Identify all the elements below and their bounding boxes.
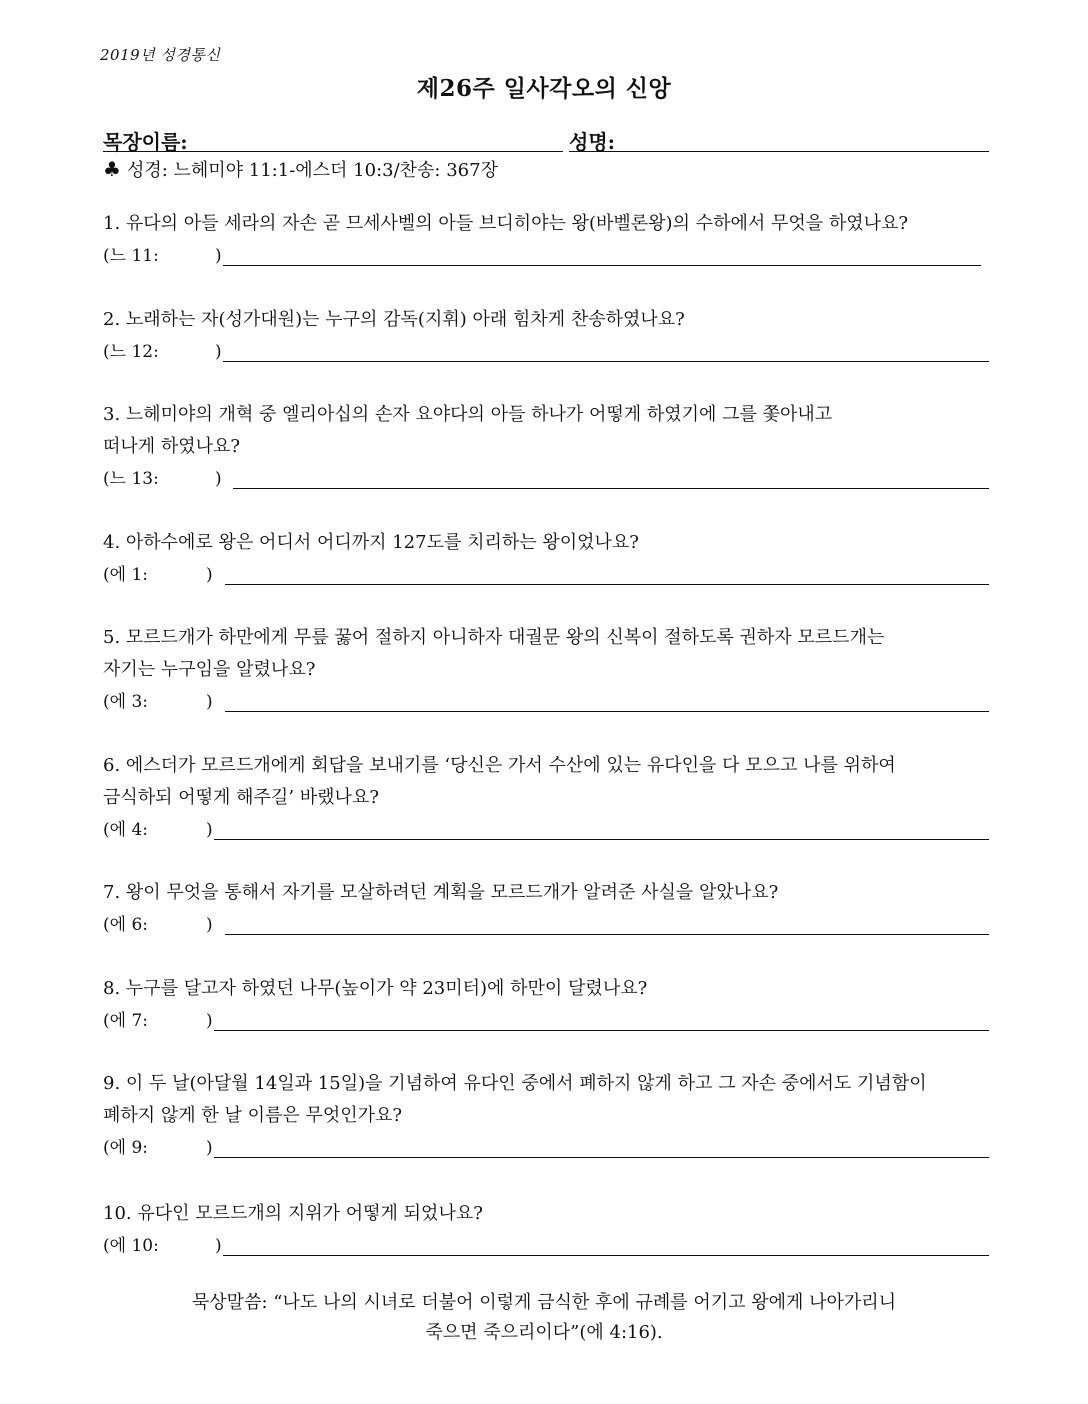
question-5 (103, 622, 989, 718)
answer-reference-close: ) (215, 469, 222, 489)
question-6 (103, 750, 989, 846)
question-text: 10. 유다인 모르드개의 지위가 어떻게 되었나요? (103, 1203, 483, 1224)
answer-row (103, 336, 989, 368)
answer-reference: (느 12: (103, 342, 159, 362)
person-name-line[interactable] (569, 151, 989, 152)
scripture-line (103, 156, 498, 182)
page-title: 제26주 일사각오의 신앙 (416, 75, 672, 102)
meditation-line-2: 죽으면 죽으리이다”(에 4:16). (425, 1322, 663, 1343)
answer-reference: (에 1: (103, 565, 149, 585)
question-text: 9. 이 두 날(아달월 14일과 15일)을 기념하여 유다인 중에서 폐하지 않게 하고 그 자손 중에서도 기념함이 (103, 1073, 927, 1094)
answer-reference: (에 10: (103, 1236, 159, 1256)
answer-reference: (느 13: (103, 469, 159, 489)
answer-line[interactable] (223, 1255, 989, 1256)
answer-row (103, 1005, 989, 1037)
question-2 (103, 304, 989, 368)
question-text: 2. 노래하는 자(성가대원)는 누구의 감독(지휘) 아래 힘차게 찬송하였나요? (103, 309, 685, 330)
question-3 (103, 399, 989, 495)
answer-line[interactable] (214, 839, 989, 840)
answer-reference-close: ) (206, 1011, 213, 1031)
answer-row (103, 1132, 989, 1164)
answer-line[interactable] (225, 934, 989, 935)
header-note: 2019년 성경통신 (100, 46, 221, 64)
answer-row (103, 559, 989, 591)
answer-reference: (에 4: (103, 820, 149, 840)
answer-row (103, 1230, 989, 1262)
answer-reference-close: ) (206, 1138, 213, 1158)
answer-row (103, 463, 989, 495)
question-8 (103, 973, 989, 1037)
answer-line[interactable] (214, 1157, 989, 1158)
question-text-continued: 떠나게 하였나요? (103, 436, 241, 457)
answer-row (103, 686, 989, 718)
question-text: 6. 에스더가 모르드개에게 회답을 보내기를 ‘당신은 가서 수산에 있는 유다인을 다 모으고 나를 위하여 (103, 755, 896, 776)
answer-row (103, 909, 989, 941)
question-text: 7. 왕이 무엇을 통해서 자기를 모살하려던 계획을 모르드개가 알려준 사실을 알았나요? (103, 882, 779, 903)
name-row (103, 126, 989, 152)
answer-row (103, 814, 989, 846)
answer-row (103, 240, 989, 272)
answer-line[interactable] (225, 584, 989, 585)
question-4 (103, 527, 989, 591)
question-text-continued: 폐하지 않게 한 날 이름은 무엇인가요? (103, 1105, 403, 1126)
answer-line[interactable] (223, 361, 989, 362)
answer-reference-close: ) (206, 915, 213, 935)
group-name-label: 목장이름: (103, 130, 188, 154)
answer-line[interactable] (233, 488, 989, 489)
answer-line[interactable] (223, 265, 981, 266)
answer-reference-close: ) (206, 820, 213, 840)
question-text-continued: 금식하되 어떻게 해주길’ 바랬나요? (103, 787, 379, 808)
question-text: 4. 아하수에로 왕은 어디서 어디까지 127도를 치리하는 왕이었나요? (103, 532, 639, 553)
answer-reference: (에 9: (103, 1138, 149, 1158)
question-text: 5. 모르드개가 하만에게 무릎 꿇어 절하지 아니하자 대궐문 왕의 신복이 절하도록 권하자 모르드개는 (103, 627, 885, 648)
question-text: 1. 유다의 아들 세라의 자손 곧 므세사벨의 아들 브디히야는 왕(바벨론왕)의 수하에서 무엇을 하였나요? (103, 213, 909, 234)
person-name-label: 성명: (569, 130, 616, 154)
group-name-line[interactable] (103, 151, 563, 152)
meditation-line-1: 묵상말씀: “나도 나의 시녀로 더불어 이렇게 금식한 후에 규례를 어기고 왕에게 나아가리니 (191, 1292, 897, 1313)
question-text: 3. 느헤미야의 개혁 중 엘리아십의 손자 요야다의 아들 하나가 어떻게 하였기에 그를 쫓아내고 (103, 404, 833, 425)
answer-reference: (에 3: (103, 692, 149, 712)
answer-reference-close: ) (215, 342, 222, 362)
question-7 (103, 877, 989, 941)
question-1 (103, 208, 989, 272)
answer-line[interactable] (225, 711, 989, 712)
question-9 (103, 1068, 989, 1164)
answer-reference-close: ) (215, 246, 222, 266)
answer-reference: (에 6: (103, 915, 149, 935)
answer-line[interactable] (214, 1030, 989, 1031)
question-text: 8. 누구를 달고자 하였던 나무(높이가 약 23미터)에 하만이 달렸나요? (103, 978, 648, 999)
answer-reference-close: ) (206, 692, 213, 712)
answer-reference-close: ) (215, 1236, 222, 1256)
question-text-continued: 자기는 누구임을 알렸나요? (103, 659, 316, 680)
club-icon: ♣ (103, 157, 121, 181)
answer-reference: (느 11: (103, 246, 159, 266)
answer-reference: (에 7: (103, 1011, 149, 1031)
answer-reference-close: ) (206, 565, 213, 585)
scripture-text: 성경: 느헤미야 11:1-에스더 10:3/찬송: 367장 (126, 160, 498, 181)
question-10 (103, 1198, 989, 1262)
meditation-verse (0, 1288, 1088, 1348)
